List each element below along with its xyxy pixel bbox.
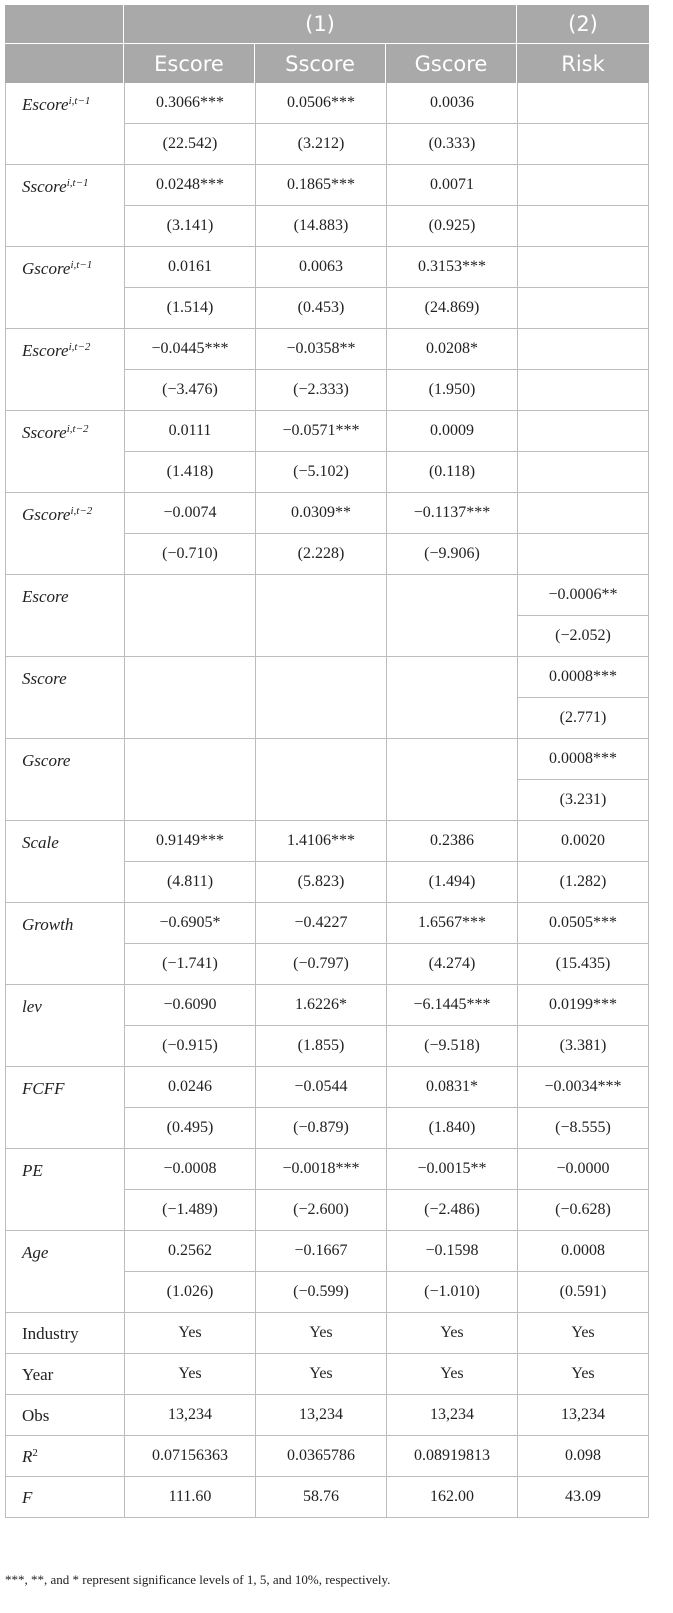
stat-cell: 162.00 — [386, 1477, 517, 1517]
table-body — [5, 83, 649, 1518]
stat-cell: 13,234 — [124, 1395, 255, 1435]
coef-cell: 0.3153*** — [386, 247, 517, 287]
row-label: F — [22, 1488, 33, 1507]
coef-cell: −0.1667 — [255, 1231, 386, 1271]
header-group-1: (1) — [123, 5, 516, 44]
t-stat-cell: (0.495) — [124, 1107, 255, 1148]
stat-cell: 13,234 — [255, 1395, 386, 1435]
row-label: Gscore $^{i,t-1}$ — [22, 259, 93, 278]
t-stat-cell: (3.231) — [517, 779, 648, 820]
table-row — [6, 410, 648, 492]
coef-cell — [255, 739, 386, 820]
coef-cell: 0.0008*** — [517, 657, 648, 697]
row-label: Sscore — [22, 669, 67, 688]
table-row — [6, 1312, 648, 1353]
row-label: Gscore $^{i,t-2}$ — [22, 505, 93, 524]
t-stat-cell: (−2.600) — [255, 1189, 386, 1230]
t-stat-cell: (−3.476) — [124, 369, 255, 410]
row-label: Obs — [22, 1406, 50, 1425]
stat-cell: Yes — [517, 1313, 648, 1353]
t-stat-cell: (2.771) — [517, 697, 648, 738]
coef-cell: 0.0831* — [386, 1067, 517, 1107]
stat-cell: Yes — [517, 1354, 648, 1394]
t-stat-cell: (1.026) — [124, 1271, 255, 1312]
t-stat-cell: (1.282) — [517, 861, 648, 902]
t-stat-cell: (−9.518) — [386, 1025, 517, 1066]
row-label: PE — [22, 1161, 43, 1180]
table-header-groups — [5, 5, 649, 44]
coef-cell: 0.0111 — [124, 411, 255, 451]
stat-cell: 0.08919813 — [386, 1436, 517, 1476]
stat-cell: Yes — [255, 1354, 386, 1394]
column-header-escore: Escore — [123, 44, 254, 83]
table-row — [6, 656, 648, 738]
table-row — [6, 83, 648, 164]
row-label: Industry — [22, 1324, 79, 1343]
coef-cell: 0.9149*** — [124, 821, 255, 861]
coef-cell: 0.0505*** — [517, 903, 648, 943]
coef-cell: 0.0008*** — [517, 739, 648, 779]
regression-table — [5, 5, 649, 1518]
t-stat-cell — [517, 205, 648, 246]
t-stat-cell: (0.333) — [386, 123, 517, 164]
table-row — [6, 1394, 648, 1435]
t-stat-cell: (1.840) — [386, 1107, 517, 1148]
t-stat-cell: (−0.599) — [255, 1271, 386, 1312]
stat-cell: 0.0365786 — [255, 1436, 386, 1476]
coef-cell: −0.0034*** — [517, 1067, 648, 1107]
table-row — [6, 738, 648, 820]
t-stat-cell: (−2.052) — [517, 615, 648, 656]
coef-cell: −0.0015** — [386, 1149, 517, 1189]
coef-cell: −0.0544 — [255, 1067, 386, 1107]
coef-cell — [517, 329, 648, 369]
row-label: R $^2$ — [22, 1447, 38, 1466]
table-row — [6, 492, 648, 574]
table-row — [6, 1353, 648, 1394]
coef-cell: −0.0000 — [517, 1149, 648, 1189]
t-stat-cell: (2.228) — [255, 533, 386, 574]
stat-cell: Yes — [124, 1354, 255, 1394]
table-row — [6, 164, 648, 246]
row-label: Escore — [22, 587, 69, 606]
coef-cell: −0.0008 — [124, 1149, 255, 1189]
coef-cell: 0.0036 — [386, 83, 517, 123]
coef-cell — [517, 247, 648, 287]
row-label: Escore $^{i,t-1}$ — [22, 95, 91, 114]
coef-cell: 0.0309** — [255, 493, 386, 533]
t-stat-cell: (−2.486) — [386, 1189, 517, 1230]
row-label: Scale — [22, 833, 59, 852]
stat-cell: 0.098 — [517, 1436, 648, 1476]
row-label: Growth — [22, 915, 74, 934]
t-stat-cell: (1.855) — [255, 1025, 386, 1066]
coef-cell: 0.1865*** — [255, 165, 386, 205]
coef-cell: −0.1598 — [386, 1231, 517, 1271]
coef-cell — [386, 739, 517, 820]
row-label: Sscore $^{i,t-2}$ — [22, 423, 89, 442]
column-header-sscore: Sscore — [254, 44, 385, 83]
coef-cell — [255, 657, 386, 738]
t-stat-cell: (3.381) — [517, 1025, 648, 1066]
coef-cell: 0.3066*** — [124, 83, 255, 123]
t-stat-cell: (−0.628) — [517, 1189, 648, 1230]
coef-cell: 0.0071 — [386, 165, 517, 205]
t-stat-cell: (0.925) — [386, 205, 517, 246]
t-stat-cell: (−0.879) — [255, 1107, 386, 1148]
coef-cell: −0.6905* — [124, 903, 255, 943]
stat-cell: 13,234 — [386, 1395, 517, 1435]
table-row — [6, 328, 648, 410]
stat-cell: Yes — [124, 1313, 255, 1353]
coef-cell — [124, 739, 255, 820]
coef-cell — [517, 493, 648, 533]
t-stat-cell: (24.869) — [386, 287, 517, 328]
table-row — [6, 574, 648, 656]
stat-cell: Yes — [386, 1354, 517, 1394]
coef-cell — [517, 83, 648, 123]
coef-cell — [386, 657, 517, 738]
t-stat-cell: (−0.797) — [255, 943, 386, 984]
t-stat-cell: (4.274) — [386, 943, 517, 984]
header-group-2: (2) — [516, 5, 649, 44]
table-row — [6, 1435, 648, 1476]
coef-cell: −0.0571*** — [255, 411, 386, 451]
t-stat-cell: (−1.741) — [124, 943, 255, 984]
t-stat-cell: (3.141) — [124, 205, 255, 246]
stat-cell: 111.60 — [124, 1477, 255, 1517]
row-label: FCFF — [22, 1079, 65, 1098]
table-row — [6, 1476, 648, 1517]
stat-cell: Yes — [386, 1313, 517, 1353]
coef-cell — [517, 165, 648, 205]
row-label: Gscore — [22, 751, 71, 770]
t-stat-cell: (−0.915) — [124, 1025, 255, 1066]
t-stat-cell: (0.453) — [255, 287, 386, 328]
coef-cell: 0.0506*** — [255, 83, 386, 123]
coef-cell: −0.0006** — [517, 575, 648, 615]
column-header-gscore: Gscore — [385, 44, 516, 83]
header-corner-2 — [5, 44, 123, 83]
table-row — [6, 246, 648, 328]
coef-cell — [124, 657, 255, 738]
t-stat-cell: (−1.010) — [386, 1271, 517, 1312]
table-row — [6, 1148, 648, 1230]
coef-cell: −0.0358** — [255, 329, 386, 369]
row-label: Escore $^{i,t-2}$ — [22, 341, 91, 360]
coef-cell: −6.1445*** — [386, 985, 517, 1025]
t-stat-cell: (0.591) — [517, 1271, 648, 1312]
coef-cell: 0.2386 — [386, 821, 517, 861]
coef-cell: 1.6567*** — [386, 903, 517, 943]
coef-cell — [124, 575, 255, 656]
coef-cell: 0.2562 — [124, 1231, 255, 1271]
t-stat-cell: (1.950) — [386, 369, 517, 410]
stat-cell: 0.07156363 — [124, 1436, 255, 1476]
t-stat-cell: (1.514) — [124, 287, 255, 328]
table-row — [6, 1066, 648, 1148]
coef-cell: 1.6226* — [255, 985, 386, 1025]
stat-cell: Yes — [255, 1313, 386, 1353]
row-label: Sscore $^{i,t-1}$ — [22, 177, 89, 196]
coef-cell: −0.0018*** — [255, 1149, 386, 1189]
coef-cell: 0.0248*** — [124, 165, 255, 205]
coef-cell: −0.6090 — [124, 985, 255, 1025]
t-stat-cell: (−9.906) — [386, 533, 517, 574]
coef-cell: −0.0074 — [124, 493, 255, 533]
coef-cell: 0.0246 — [124, 1067, 255, 1107]
stat-cell: 58.76 — [255, 1477, 386, 1517]
t-stat-cell: (−1.489) — [124, 1189, 255, 1230]
table-header-columns — [5, 44, 649, 83]
coef-cell — [386, 575, 517, 656]
coef-cell: −0.1137*** — [386, 493, 517, 533]
row-label: lev — [22, 997, 42, 1016]
column-header-risk: Risk — [516, 44, 649, 83]
t-stat-cell: (14.883) — [255, 205, 386, 246]
table-footnote: ***, **, and * represent significance levels of 1, 5, and 10%, respectively. — [5, 1572, 391, 1587]
t-stat-cell: (−2.333) — [255, 369, 386, 410]
coef-cell: −0.0445*** — [124, 329, 255, 369]
coef-cell: 0.0063 — [255, 247, 386, 287]
t-stat-cell: (0.118) — [386, 451, 517, 492]
coef-cell: 0.0161 — [124, 247, 255, 287]
t-stat-cell: (1.494) — [386, 861, 517, 902]
header-corner — [5, 5, 123, 44]
coef-cell: 0.0020 — [517, 821, 648, 861]
coef-cell: 0.0008 — [517, 1231, 648, 1271]
t-stat-cell: (−8.555) — [517, 1107, 648, 1148]
t-stat-cell: (4.811) — [124, 861, 255, 902]
t-stat-cell: (−0.710) — [124, 533, 255, 574]
stat-cell: 43.09 — [517, 1477, 648, 1517]
t-stat-cell: (15.435) — [517, 943, 648, 984]
row-label: Age — [22, 1243, 49, 1262]
t-stat-cell: (−5.102) — [255, 451, 386, 492]
coef-cell: 0.0208* — [386, 329, 517, 369]
t-stat-cell: (1.418) — [124, 451, 255, 492]
t-stat-cell — [517, 123, 648, 164]
t-stat-cell: (22.542) — [124, 123, 255, 164]
row-label: Year — [22, 1365, 54, 1384]
coef-cell: 1.4106*** — [255, 821, 386, 861]
t-stat-cell — [517, 369, 648, 410]
coef-cell: −0.4227 — [255, 903, 386, 943]
coef-cell — [517, 411, 648, 451]
table-row — [6, 820, 648, 902]
table-row — [6, 902, 648, 984]
t-stat-cell: (5.823) — [255, 861, 386, 902]
t-stat-cell: (3.212) — [255, 123, 386, 164]
table-row — [6, 984, 648, 1066]
coef-cell — [255, 575, 386, 656]
t-stat-cell — [517, 451, 648, 492]
t-stat-cell — [517, 287, 648, 328]
table-row — [6, 1230, 648, 1312]
coef-cell: 0.0009 — [386, 411, 517, 451]
stat-cell: 13,234 — [517, 1395, 648, 1435]
coef-cell: 0.0199*** — [517, 985, 648, 1025]
t-stat-cell — [517, 533, 648, 574]
